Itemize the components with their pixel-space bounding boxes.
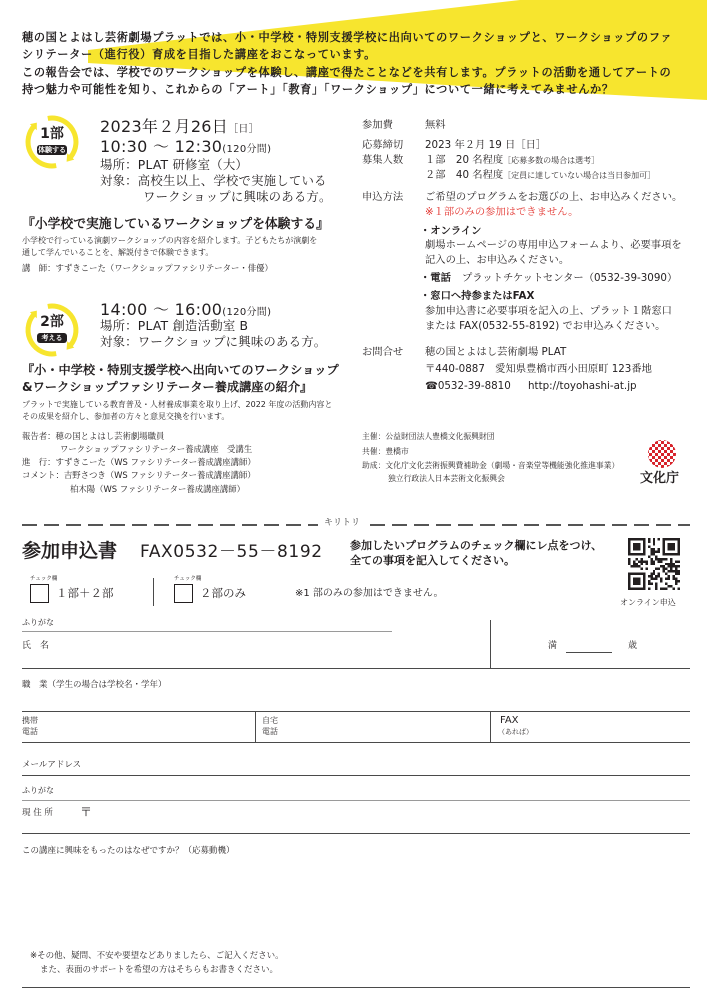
capacity-label: 募集人数	[362, 154, 404, 166]
age-field[interactable]	[566, 636, 612, 652]
form-instruction: 参加したいプログラムのチェック欄にレ点をつけ、	[350, 539, 603, 552]
form-line	[22, 711, 690, 712]
fax-label: FAX	[500, 715, 519, 726]
phone-divider	[255, 711, 256, 742]
fax-note: （あれば）	[498, 728, 533, 736]
address-furigana-field[interactable]	[70, 780, 690, 799]
mobile-label: 携帯	[22, 716, 38, 725]
part2-target: 対象：ワークショップに興味のある方。	[100, 334, 327, 349]
form-bottom-line	[22, 987, 690, 988]
option-part2-label: ２部のみ	[200, 586, 246, 600]
credit-cosponsor: 共催：豊橋市	[362, 447, 409, 456]
address-field[interactable]	[96, 803, 690, 832]
form-title: 参加申込書	[22, 540, 118, 562]
age-prefix: 満	[548, 641, 558, 651]
option-part1-2-label: １部＋２部	[56, 586, 114, 600]
email-label: メールアドレス	[22, 760, 82, 770]
part2-time-text: 14:00 ～ 16:00	[100, 300, 223, 319]
credit-organizer: 主催：公益財団法人豊橋文化振興財団	[362, 432, 495, 441]
motive-field[interactable]	[22, 860, 690, 945]
online-line: 記入の上、お申込みください。	[425, 254, 570, 266]
part1-badge-number: 1部	[40, 126, 64, 142]
mobile-label-cont: 電話	[22, 727, 38, 736]
phone-text: プラットチケットセンター（0532-39-3090）	[462, 272, 678, 284]
capacity-value: １部 20 名程度	[425, 154, 504, 166]
method-label: 申込方法	[362, 191, 404, 203]
counter-title: ・窓口へ持参またはFAX	[420, 290, 535, 302]
form-instruction: 全ての事項を記入してください。	[350, 554, 515, 567]
part1-place: 場所：PLAT 研修室（大）	[100, 157, 248, 172]
fax-field[interactable]	[540, 713, 690, 741]
deadline-label: 応募締切	[362, 139, 404, 151]
online-title: ・オンライン	[420, 225, 482, 237]
bunkacho-logo-mark	[646, 438, 678, 470]
part2-badge-label: 考える	[37, 333, 67, 343]
counter-line: 参加申込書に必要事項を記入の上、プラット１階窓口	[425, 305, 672, 317]
contact-tel: ☎0532-39-8810	[425, 380, 511, 392]
age-suffix: 歳	[628, 641, 638, 651]
intro-line: この報告会では、学校でのワークショップを体験し、講座で得たことなどを共有します。プラットの活動を通してアートの	[22, 66, 672, 79]
part2-staff-line: コメント：吉野さつき（WS ファシリテーター養成講座講師）	[22, 470, 256, 480]
capacity-value: ２部 40 名程度	[425, 169, 504, 181]
intro-line: シリテーター（進行役）育成を目指した講座をおこなっています。	[22, 48, 377, 61]
part1-instructor: 講 師：すずきこーた（ワークショップファシリテーター・俳優）	[22, 263, 273, 273]
form-line	[22, 775, 690, 776]
footer-note-cont: また、表面のサポートを希望の方はそちらもお書きください。	[40, 965, 279, 975]
part1-desc: 通して学んでいることを、解説付きで体験できます。	[22, 248, 214, 257]
part1-badge-label: 体験する	[38, 146, 66, 154]
phone-title: ・電話	[420, 272, 451, 284]
part2-desc: プラットで実施している教育普及・人材養成事業を取り上げ、2022 年度の活動内容と	[22, 400, 333, 409]
age-underline	[566, 652, 612, 653]
part2-badge-number: 2部	[40, 314, 64, 330]
form-line	[22, 742, 690, 743]
bunkacho-logo-text: 文化庁	[640, 471, 680, 486]
check-caption: チェック欄	[30, 576, 58, 582]
circular-arrows-icon	[24, 114, 80, 170]
part2-staff-line: 報告者：穂の国とよはし芸術劇場職員	[22, 431, 165, 441]
address-furigana-label: ふりがな	[22, 786, 54, 795]
option-divider	[153, 578, 154, 606]
name-field[interactable]	[70, 634, 485, 666]
option-part1-2-checkbox[interactable]	[30, 584, 49, 603]
cut-line-left	[22, 524, 318, 526]
part2-desc: その成果を紹介し、参加者の方々と意見交換を行います。	[22, 412, 230, 421]
cut-line-right	[370, 524, 690, 526]
part1-badge	[24, 114, 80, 170]
cut-label: キリトリ	[324, 518, 361, 528]
part2-place: 場所：PLAT 創造活動室 B	[100, 318, 249, 333]
name-age-divider	[490, 620, 491, 668]
job-field[interactable]	[22, 692, 690, 710]
online-line: 劇場ホームページの専用申込フォームより、必要事項を	[425, 239, 682, 251]
intro-line: 持つ魅力や可能性を知り、これからの「アート」「教育」「ワークショップ」について一緒に考えてみませんか？	[22, 83, 614, 96]
name-label: 氏 名	[22, 641, 50, 651]
capacity-note: ［定員に達していない場合は当日参加可］	[503, 171, 656, 180]
motive-label: この講座に興味をもったのはなぜですか？（応募動機）	[22, 846, 235, 856]
home-phone-label: 自宅	[262, 716, 278, 725]
form-fax-number: FAX0532－55－8192	[140, 542, 323, 562]
option-part2-checkbox[interactable]	[174, 584, 193, 603]
furigana-label: ふりがな	[22, 618, 54, 627]
part1-target-cont: ワークショップに興味のある方。	[143, 189, 332, 204]
footer-note: ※その他、疑問、不安や要望などありましたら、ご記入ください。	[30, 951, 284, 961]
circular-arrows-icon	[24, 302, 80, 358]
qr-code-icon[interactable]	[628, 538, 680, 590]
contact-address: 〒440-0887 愛知県豊橋市西小田原町 123番地	[425, 363, 652, 375]
intro-line: 穂の国とよはし芸術劇場プラットでは、小・中学校・特別支援学校に出向いてのワークショップと、ワークショップのファ	[22, 31, 673, 44]
contact-url-link[interactable]: http://toyohashi-at.jp	[528, 380, 637, 392]
capacity-row	[425, 169, 655, 181]
home-phone-label-cont: 電話	[262, 727, 278, 736]
part2-staff-line: 進 行：すずきこーた（WS ファシリテーター養成講座講師）	[22, 457, 256, 467]
form-line	[22, 668, 690, 669]
part1-time-text: 10:30 ～ 12:30	[100, 137, 223, 156]
counter-line: または FAX(0532-55-8192) でお申込みください。	[425, 320, 666, 332]
home-phone-field[interactable]	[290, 713, 485, 741]
fee-value: 無料	[425, 119, 446, 131]
qr-caption: オンライン申込	[620, 598, 676, 607]
postal-mark: 〒	[80, 805, 93, 819]
address-label: 現 住 所	[22, 808, 53, 818]
part1-duration: (120分間)	[222, 144, 272, 155]
option-note: ※1 部のみの参加はできません。	[295, 588, 444, 599]
fee-label: 参加費	[362, 119, 393, 131]
part1-time	[100, 137, 271, 156]
part2-title: 『小・中学校・特別支援学校へ出向いてのワークショップ	[22, 363, 339, 377]
fax-divider	[490, 711, 491, 742]
method-intro: ご希望のプログラムをお選びの上、お申込みください。	[425, 191, 683, 203]
capacity-note: ［応募多数の場合は選考］	[503, 156, 600, 165]
part2-time	[100, 300, 271, 319]
part2-badge	[24, 302, 80, 358]
capacity-row	[425, 154, 599, 166]
part1-day: ［日］	[228, 124, 259, 135]
furigana-field[interactable]	[70, 616, 390, 631]
part2-staff-line: 柏木陽（WS ファシリテーター養成講座講師）	[70, 484, 246, 494]
deadline-value: 2023 年２月 19 日［日］	[425, 139, 547, 151]
form-line	[22, 833, 690, 834]
part1-date-text: 2023年２月26日	[100, 117, 229, 136]
contact-name: 穂の国とよはし芸術劇場 PLAT	[425, 346, 567, 358]
email-field[interactable]	[90, 748, 690, 774]
credit-grant: 助成：文化庁文化芸術振興費補助金（劇場・音楽堂等機能強化推進事業）	[362, 461, 620, 470]
furigana-underline	[22, 631, 392, 632]
mobile-phone-field[interactable]	[50, 713, 250, 741]
part1-title: 『小学校で実施しているワークショップを体験する』	[22, 217, 329, 232]
part2-duration: (120分間)	[222, 307, 272, 318]
job-label: 職 業（学生の場合は学校名・学年）	[22, 680, 167, 690]
part1-target: 対象：高校生以上、学校で実施している	[100, 173, 327, 188]
part2-title-cont: &ワークショップファシリテーター養成講座の紹介』	[22, 380, 313, 394]
check-caption: チェック欄	[174, 576, 202, 582]
form-line	[22, 800, 690, 801]
part1-desc: 小学校で行っている演劇ワークショップの内容を紹介します。子どもたちが演劇を	[22, 236, 318, 245]
part2-staff-line: ワークショップファシリテーター養成講座 受講生	[60, 444, 253, 454]
contact-label: お問合せ	[362, 346, 404, 358]
credit-grant-cont: 独立行政法人日本芸術文化振興会	[388, 474, 505, 483]
part1-date	[100, 117, 259, 136]
method-note: ※１部のみの参加はできません。	[425, 206, 579, 218]
